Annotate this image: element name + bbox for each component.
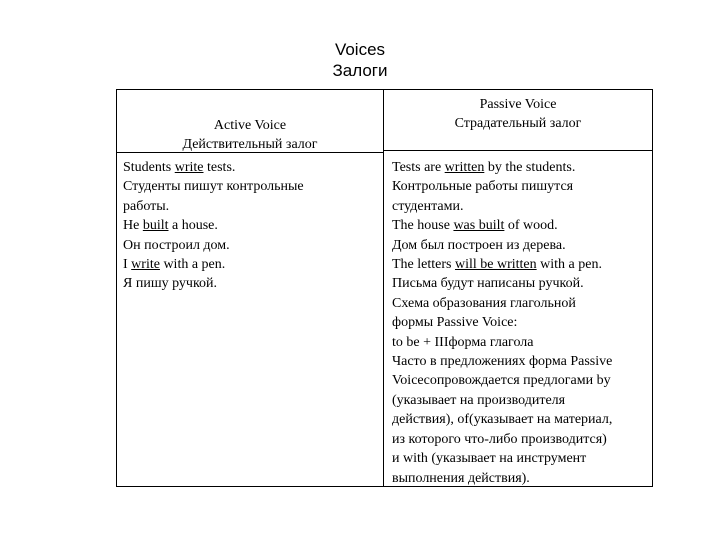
line-text: формы Passive Voice: — [392, 315, 518, 331]
text-line — [392, 197, 648, 216]
text-line — [392, 469, 648, 488]
line-text: Письма будут написаны ручкой. — [392, 276, 584, 292]
underlined-verb: written — [444, 160, 485, 175]
text-line — [392, 352, 648, 371]
line-text: работы. — [123, 198, 170, 214]
text-line — [392, 313, 648, 332]
text-line — [123, 197, 379, 216]
line-text: студентами. — [392, 198, 464, 214]
line-text: Students — [123, 160, 175, 175]
active-voice-header-russian: Действительный залог — [182, 137, 318, 152]
underlined-verb: write — [131, 257, 160, 273]
page-title — [0, 39, 720, 81]
underlined-verb: was built — [453, 218, 505, 234]
line-text: The house — [392, 218, 454, 234]
line-text: (указывает на производителя — [392, 392, 566, 408]
line-text: to be + IIIформа глагола — [392, 334, 534, 350]
line-text: tests. — [203, 160, 236, 175]
passive-voice-header — [384, 95, 652, 133]
text-line — [392, 236, 648, 255]
text-line — [392, 391, 648, 410]
title-russian: Залоги — [332, 61, 388, 80]
line-text: Схема образования глагольной — [392, 295, 576, 311]
line-text: Voiceсопровождается предлогами by — [392, 373, 611, 389]
line-text: Он построил дом. — [123, 237, 230, 253]
text-line — [123, 274, 379, 293]
passive-voice-header-english: Passive Voice — [479, 97, 557, 112]
text-line — [392, 294, 648, 313]
line-text: Студенты пишут контрольные — [123, 179, 304, 195]
active-voice-header — [117, 116, 383, 154]
underlined-verb: built — [142, 218, 169, 234]
text-line — [392, 333, 648, 352]
line-text: Контрольные работы пишутся — [392, 179, 574, 195]
text-line — [392, 177, 648, 196]
underlined-verb: will be written — [454, 257, 537, 273]
text-line — [123, 255, 379, 274]
text-line — [123, 158, 379, 177]
line-text: Tests are — [392, 160, 445, 175]
passive-voice-examples — [392, 158, 648, 488]
voices-table — [116, 89, 653, 487]
text-line — [123, 216, 379, 235]
title-english: Voices — [334, 40, 386, 59]
line-text: by the students. — [484, 160, 576, 175]
line-text: действия), of(указывает на материал, — [392, 412, 613, 428]
header-divider-right — [383, 150, 652, 151]
text-line — [123, 236, 379, 255]
text-line — [392, 371, 648, 390]
line-text: выполнения действия). — [392, 470, 530, 486]
text-line — [392, 255, 648, 274]
line-text: Я пишу ручкой. — [123, 276, 218, 292]
active-voice-header-english: Active Voice — [213, 118, 287, 133]
text-line — [392, 449, 648, 468]
line-text: of wood. — [504, 218, 558, 234]
line-text: из которого что-либо производится) — [392, 431, 607, 447]
text-line — [392, 158, 648, 177]
text-line — [392, 274, 648, 293]
line-text: и with (указывает на инструмент — [392, 451, 587, 467]
text-line — [392, 216, 648, 235]
line-text: Дом был построен из дерева. — [392, 237, 566, 253]
line-text: I — [123, 257, 132, 273]
line-text: with a pen. — [159, 257, 226, 273]
text-line — [123, 177, 379, 196]
passive-voice-header-russian: Страдательный залог — [454, 116, 582, 131]
text-line — [392, 410, 648, 429]
line-text: a house. — [168, 218, 218, 234]
line-text: with a pen. — [536, 257, 602, 273]
text-line — [392, 430, 648, 449]
line-text: The letters — [392, 257, 455, 273]
line-text: Часто в предложениях форма Passive — [392, 354, 613, 370]
line-text: He — [123, 218, 143, 234]
active-voice-examples — [123, 158, 379, 294]
underlined-verb: write — [174, 160, 204, 175]
